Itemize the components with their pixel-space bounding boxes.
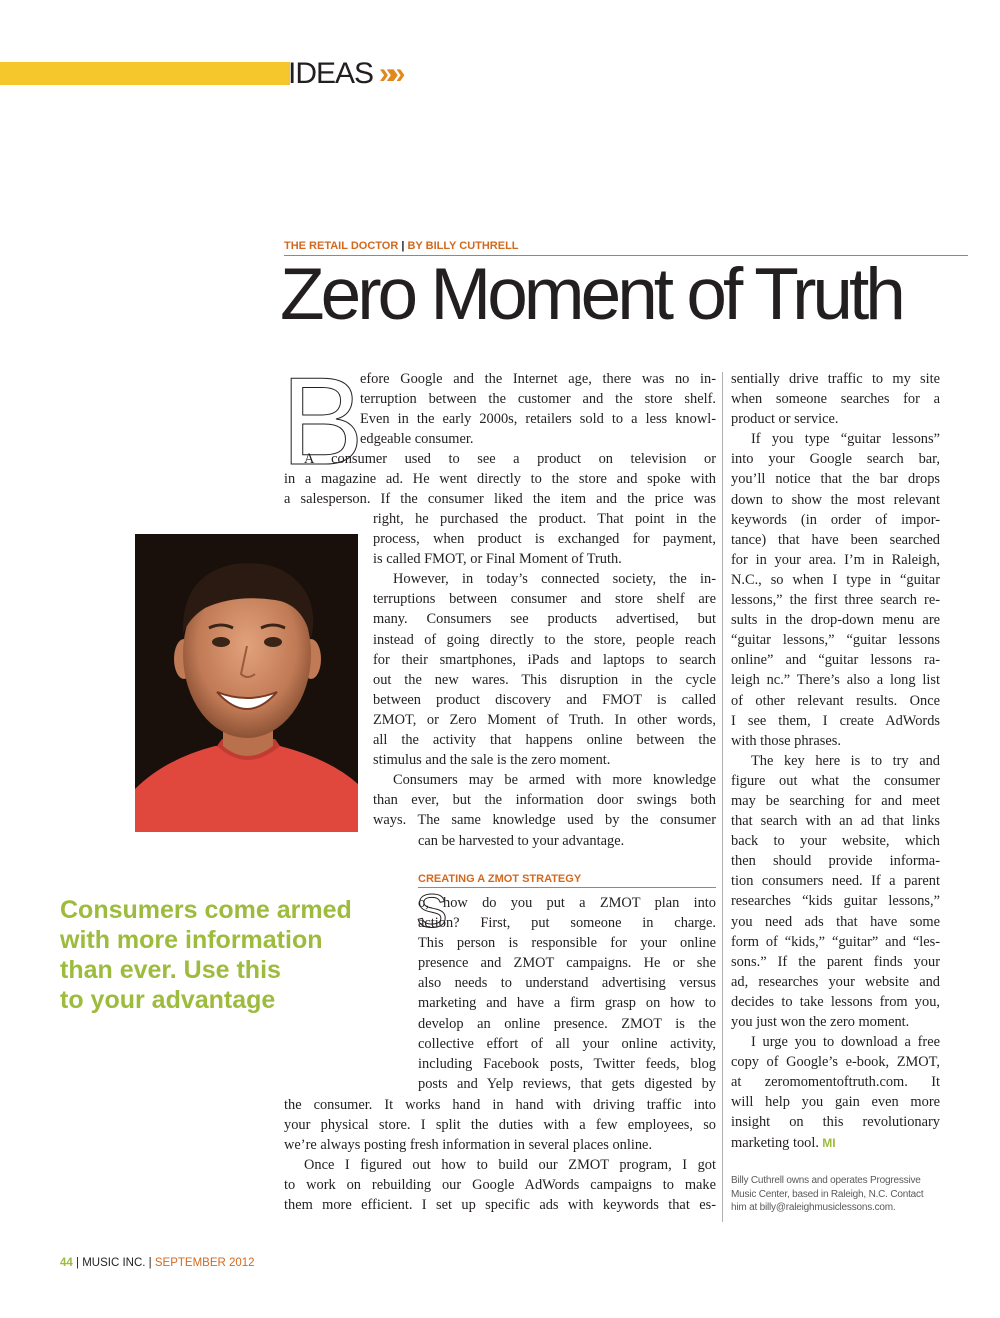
text-line: presence and ZMOT campaigns. He or she xyxy=(418,955,716,972)
text-line: than ever, but the information door swings both xyxy=(373,792,716,809)
text-line: into your Google search bar, xyxy=(731,451,940,468)
text-line: Once I figured out how to build our ZMOT program, I got xyxy=(304,1157,716,1174)
text-line: may be searching for and meet xyxy=(731,792,940,809)
body-col1-harvest: can be harvested to your advantage. xyxy=(418,833,625,849)
text-line: Consumers may be armed with more knowledge xyxy=(393,772,716,789)
text-line: marketing and have a firm grasp on how to xyxy=(418,995,716,1012)
body-col1-paragraph-2 xyxy=(284,449,716,509)
text-line: is called FMOT, or Final Moment of Truth. xyxy=(373,551,622,568)
kicker-separator: | xyxy=(401,240,405,252)
text-line: stimulus and the sale is the zero moment. xyxy=(373,752,611,769)
text-line: terruptions between consumer and store shelf are xyxy=(373,591,716,608)
text-line: However, in today’s connected society, the in- xyxy=(393,571,716,588)
text-line: that search with an ad that links xyxy=(731,813,940,830)
magazine-name: MUSIC INC. xyxy=(82,1257,146,1269)
text-line: process, when product is exchanged for payment, xyxy=(373,531,716,548)
text-line: instead of going directly to the store, people reach xyxy=(373,631,716,648)
text-line: them more efficient. I set up specific ads with keywords that es- xyxy=(284,1197,716,1214)
text-line: tion consumers need. If a parent xyxy=(731,873,940,890)
author-portrait-icon xyxy=(135,534,358,832)
page-number: 44 xyxy=(60,1257,73,1269)
section-label xyxy=(288,56,398,92)
text-line: will help you gain even more xyxy=(731,1094,940,1111)
text-line: posts and Yelp reviews, that gets digested by xyxy=(418,1075,716,1092)
section-subhead: CREATING A ZMOT STRATEGY xyxy=(418,872,716,888)
byline: BY BILLY CUTHRELL xyxy=(407,240,519,252)
text-line: product or service. xyxy=(731,411,839,428)
text-line: o, how do you put a ZMOT plan into xyxy=(418,895,716,911)
text-line: sentially drive traffic to my site xyxy=(731,371,940,387)
text-line: marketing tool. MI xyxy=(731,1134,836,1151)
text-line: ZMOT, or Zero Moment of Truth. In other words, xyxy=(373,711,716,728)
author-photo xyxy=(135,534,358,832)
text-line: you need ads that have some xyxy=(731,913,940,930)
body-col1-lower xyxy=(373,509,716,831)
section-label-text: IDEAS xyxy=(288,57,374,90)
text-line: form of “kids,” “guitar” and “les- xyxy=(731,933,940,950)
body-col1-zmot xyxy=(418,893,716,1094)
author-bio xyxy=(731,1174,931,1215)
pull-quote-line: to your advantage xyxy=(60,986,276,1014)
text-line: tance) that have been searched xyxy=(731,531,940,548)
text-line: edgeable consumer. xyxy=(360,431,474,448)
body-col1-bottom xyxy=(284,1095,716,1216)
text-line: we’re always posting fresh information in several places online. xyxy=(284,1137,653,1154)
text-line: when someone searches for a xyxy=(731,391,940,408)
page-footer xyxy=(60,1257,255,1269)
text-line: decides to take lessons from you, xyxy=(731,993,940,1010)
text-line: collective effort of all your online activity, xyxy=(418,1035,716,1052)
text-line: Even in the early 2000s, retailers sold to a less knowl- xyxy=(360,411,716,428)
bio-line: Billy Cuthrell owns and operates Progressive xyxy=(731,1175,921,1186)
text-line: all the activity that happens online between the xyxy=(373,732,716,749)
text-line: right, he purchased the product. That point in the xyxy=(373,511,716,527)
text-line: figure out what the consumer xyxy=(731,772,940,789)
body-col1-intro xyxy=(360,369,716,449)
text-line: a salesperson. If the consumer liked the item and the price was xyxy=(284,491,716,508)
text-line: of other relevant results. Once xyxy=(731,692,940,709)
footer-separator: | xyxy=(148,1257,152,1269)
text-line: researches “kids guitar lessons,” xyxy=(731,893,940,910)
text-line: A consumer used to see a product on television or xyxy=(304,451,716,467)
text-line: also needs to understand advertising versus xyxy=(418,975,716,992)
text-line: insight on this revolutionary xyxy=(731,1114,940,1131)
text-line: N.C., so when I type in “guitar xyxy=(731,571,940,588)
text-line: I see them, I create AdWords xyxy=(731,712,940,729)
text-line: you just won the zero moment. xyxy=(731,1014,910,1030)
text-line: online” and “guitar lessons ra- xyxy=(731,652,940,669)
section-arrows-icon: »» xyxy=(379,57,399,90)
text-line: including Facebook posts, Twitter feeds, blog xyxy=(418,1055,716,1072)
text-line: at zeromomentoftruth.com. It xyxy=(731,1074,940,1091)
text-line: you’ll notice that the bar drops xyxy=(731,471,940,488)
text-line: with those phrases. xyxy=(731,732,841,749)
text-line: This person is responsible for your online xyxy=(418,935,716,952)
text-line: many. Consumers see products advertised, but xyxy=(373,611,716,628)
text-line: between product discovery and FMOT is called xyxy=(373,691,716,708)
column-divider xyxy=(722,372,723,1222)
footer-separator: | xyxy=(76,1257,79,1269)
pull-quote xyxy=(60,895,390,1015)
pull-quote-line: than ever. Use this xyxy=(60,956,281,984)
text-line: develop an online presence. ZMOT is the xyxy=(418,1015,716,1032)
text-line: copy of Google’s e-book, ZMOT, xyxy=(731,1054,940,1071)
text-line: for in your area. I’m in Raleigh, xyxy=(731,551,940,568)
bio-line: him at billy@raleighmusiclessons.com. xyxy=(731,1202,896,1213)
drop-cap-b: B xyxy=(281,353,364,491)
drop-cap-s: S xyxy=(416,884,448,937)
text-line: If you type “guitar lessons” xyxy=(751,431,940,448)
text-line: down to show the most relevant xyxy=(731,491,940,508)
text-line: sults in the drop-down menu are xyxy=(731,612,940,629)
column-name: THE RETAIL DOCTOR xyxy=(284,240,399,252)
text-line: then should provide informa- xyxy=(731,853,940,870)
bio-line: Music Center, based in Raleigh, N.C. Contact xyxy=(731,1188,924,1200)
text-line: in a magazine ad. He went directly to the store and spoke with xyxy=(284,471,716,488)
article-headline: Zero Moment of Truth xyxy=(280,254,902,335)
text-line: sons.” If the parent finds your xyxy=(731,953,940,970)
text-line: ad, researches your website and xyxy=(731,973,940,990)
text-line: for their smartphones, iPads and laptops to search xyxy=(373,651,716,668)
issue-date: SEPTEMBER 2012 xyxy=(154,1257,255,1269)
text-line: back to your website, which xyxy=(731,833,940,850)
text-line: terruption between the customer and the store shelf. xyxy=(360,391,716,408)
text-line: The key here is to try and xyxy=(751,752,940,769)
signoff-mark: MI xyxy=(818,1135,836,1150)
text-line: the consumer. It works hand in hand with driving traffic into xyxy=(284,1097,716,1113)
text-line: lessons,” the first three search re- xyxy=(731,592,940,609)
text-line: out the new wares. This disruption in the cycle xyxy=(373,671,716,688)
body-col2 xyxy=(731,369,940,1153)
text-line: efore Google and the Internet age, there was no in- xyxy=(360,371,716,387)
pull-quote-line: Consumers come armed xyxy=(60,896,352,924)
pull-quote-line: with more information xyxy=(60,926,323,954)
text-line: to work on rebuilding our Google AdWords campaigns to make xyxy=(284,1177,716,1194)
header-accent-bar xyxy=(0,62,290,85)
text-line: ways. The same knowledge used by the consumer xyxy=(373,812,716,829)
text-line: your physical store. I split the duties with a few employees, so xyxy=(284,1117,716,1134)
text-line: “guitar lessons,” “guitar lessons xyxy=(731,632,940,649)
text-line: I urge you to download a free xyxy=(751,1034,940,1051)
text-line: action? First, put someone in charge. xyxy=(418,915,716,932)
text-line: leigh nc.” There’s also a long list xyxy=(731,672,940,689)
text-line: keywords (in order of impor- xyxy=(731,511,940,528)
